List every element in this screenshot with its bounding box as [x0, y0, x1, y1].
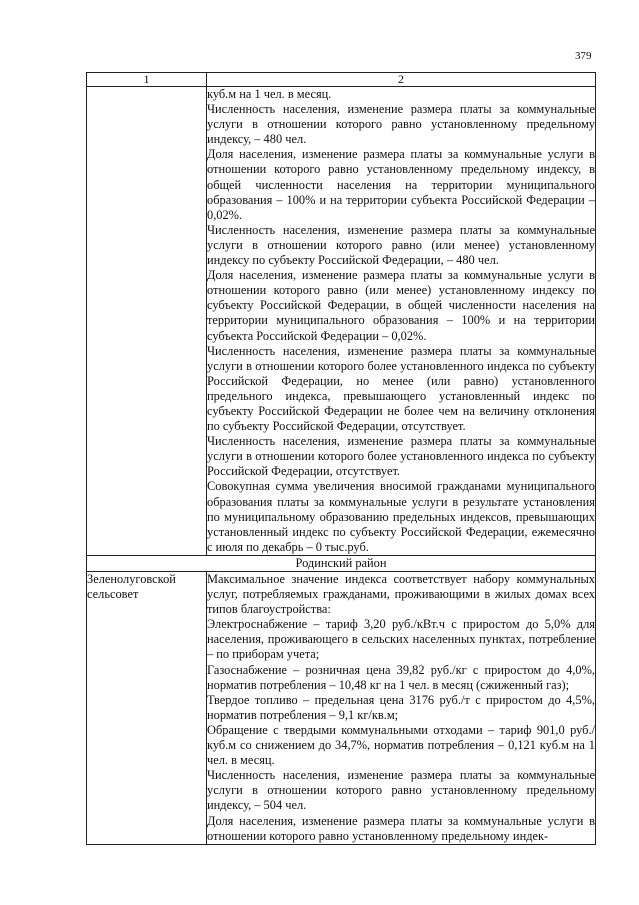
paragraph: Доля населения, изменение размера платы за коммунальные услуги в отношении которого равно установленному предельному индек- — [207, 813, 595, 843]
paragraph: Максимальное значение индекса соответствует набору коммунальных услуг, потребляемых гражданами, проживающими в жилых домах всех типов благоустройства: — [207, 572, 595, 617]
municipality-name: Зеленолуговской сельсовет — [87, 572, 207, 845]
paragraph: Численность населения, изменение размера платы за коммунальные услуги в отношении которого более установленного индекса по субъекту Российской Федерации, отсутствует. — [207, 434, 595, 479]
paragraph: Численность населения, изменение размера платы за коммунальные услуги в отношении которого равно установленному предельному индексу, – 480 чел. — [207, 102, 595, 147]
paragraph: Численность населения, изменение размера платы за коммунальные услуги в отношении которого более установленного индекса по субъекту Российской Федерации, но менее (или равно) установленного предельного индекса, превышающего установленный индекс по субъекту Российской Федерации не более чем на величину отклонения по субъекту Российской Федерации, отсутствует. — [207, 343, 595, 434]
paragraph: Газоснабжение – розничная цена 39,82 руб./кг с приростом до 4,0%, норматив потребления – 10,48 кг на 1 чел. в месяц (сжиженный газ); — [207, 662, 595, 692]
table-row — [87, 572, 596, 845]
paragraph: Совокупная сумма увеличения вносимой гражданами муниципального образования платы за коммунальные услуги в результате установления по муниципальному образованию предельных индексов, превышающих установленный индекс по субъекту Российской Федерации, ежемесячно с июля по декабрь – 0 тыс.руб. — [207, 479, 595, 554]
row1-text-cell — [207, 87, 596, 556]
paragraph: Твердое топливо – предельная цена 3176 руб./т с приростом до 4,5%, норматив потребления – 9,1 кг/кв.м; — [207, 692, 595, 722]
paragraph: Численность населения, изменение размера платы за коммунальные услуги в отношении которого равно (или менее) установленному индексу по субъекту Российской Федерации, – 480 чел. — [207, 222, 595, 268]
table-row — [87, 87, 596, 556]
section-title: Родинский район — [87, 555, 596, 571]
paragraph: Доля населения, изменение размера платы за коммунальные услуги в отношении которого равно (или менее) установленному индексу по субъекту Российской Федерации, в общей численности населения на территории муниципального образования – 100% и на территории субъекта Российской Федерации – 0,02%. — [207, 268, 595, 343]
column-header-2: 2 — [207, 73, 596, 87]
row1-name-cell — [87, 87, 207, 556]
document-table — [86, 72, 596, 845]
table-header-row — [87, 73, 596, 87]
column-header-1: 1 — [87, 73, 207, 87]
paragraph: Численность населения, изменение размера платы за коммунальные услуги в отношении которого равно установленному предельному индексу, – 504 чел. — [207, 768, 595, 813]
paragraph: Электроснабжение – тариф 3,20 руб./кВт.ч с приростом до 5,0% для населения, проживающего в сельских населенных пунктах, потребление – по приборам учета; — [207, 617, 595, 662]
row2-text-cell — [207, 572, 596, 845]
paragraph: Доля населения, изменение размера платы за коммунальные услуги в отношении которого равно установленному предельному индексу, в общей численности населения на территории муниципального образования – 100% и на территории субъекта Российской Федерации – 0,02%. — [207, 147, 595, 222]
paragraph: куб.м на 1 чел. в месяц. — [207, 87, 332, 101]
paragraph: Обращение с твердыми коммунальными отходами – тариф 901,0 руб./куб.м со снижением до 34,7%, норматив потребления – 0,121 куб.м на 1 чел. в месяц. — [207, 722, 595, 768]
section-row — [87, 555, 596, 571]
page-number: 379 — [575, 50, 592, 62]
